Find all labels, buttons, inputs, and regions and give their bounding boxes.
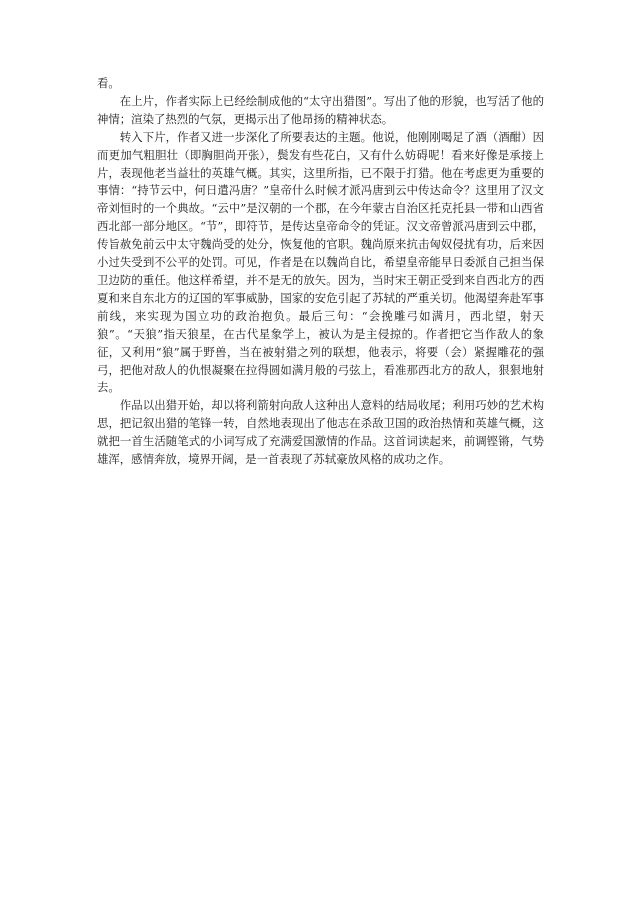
document-body xyxy=(97,75,544,469)
paragraph-upper-part: 在上片，作者实际上已经绘制成他的“太守出猎图”。写出了他的形貌，也写活了他的神情；渲染了热烈的气氛，更揭示出了他昂扬的精神状态。 xyxy=(97,93,544,126)
paragraph-lower-part: 转入下片，作者又进一步深化了所要表达的主题。他说，他刚刚喝足了酒（酒酣）因而更加气粗胆壮（即胸胆尚开张），鬓发有些花白，又有什么妨碍呢！看来好像是承接上片，表现他老当益壮的英雄气概。其实，这里所指，已不限于打猎。他在考虑更为重要的事情：“持节云中，何日遣冯唐？”皇帝什么时候才派冯唐到云中传达命令？这里用了汉文帝刘恒时的一个典故。“云中”是汉朝的一个郡，在今年蒙古自治区托克托县一带和山西省西北部一部分地区。“节”，即符节，是传达皇帝命令的凭证。汉文帝曾派冯唐到云中郡，传旨赦免前云中太守魏尚受的处分，恢复他的官职。魏尚原来抗击匈奴侵扰有功，后来因小过失受到不公平的处罚。可见，作者是在以魏尚自比，希望皇帝能早日委派自己担当保卫边防的重任。他这样希望，并不是无的放矢。因为，当时宋王朝正受到来自西北方的西夏和来自东北方的辽国的军事威胁，国家的安危引起了苏轼的严重关切。他渴望奔赴军事前线，来实现为国立功的政治抱负。最后三句：“会挽雕弓如满月，西北望，射天狼”。“天狼”指天狼星，在古代星象学上，被认为是主侵掠的。作者把它当作敌人的象征，又利用“狼”属于野兽，当在被射猎之列的联想，他表示，将要（会）紧握雕花的强弓，把他对敌人的仇恨凝聚在拉得圆如满月般的弓弦上，看准那西北方的敌人，狠狠地射去。 xyxy=(97,129,544,395)
paragraph-conclusion: 作品以出猎开始，却以将利箭射向敌人这种出人意料的结局收尾；利用巧妙的艺术构思，把记叙出猎的笔锋一转，自然地表现出了他志在杀敌卫国的政治热情和英雄气概，这就把一首生活随笔式的小词写成了充满爱国激情的作品。这首词读起来，前调铿锵，气势雄浑，感情奔放，境界开阔，是一首表现了苏轼豪放风格的成功之作。 xyxy=(97,398,544,467)
paragraph-continuation: 看。 xyxy=(97,76,120,90)
